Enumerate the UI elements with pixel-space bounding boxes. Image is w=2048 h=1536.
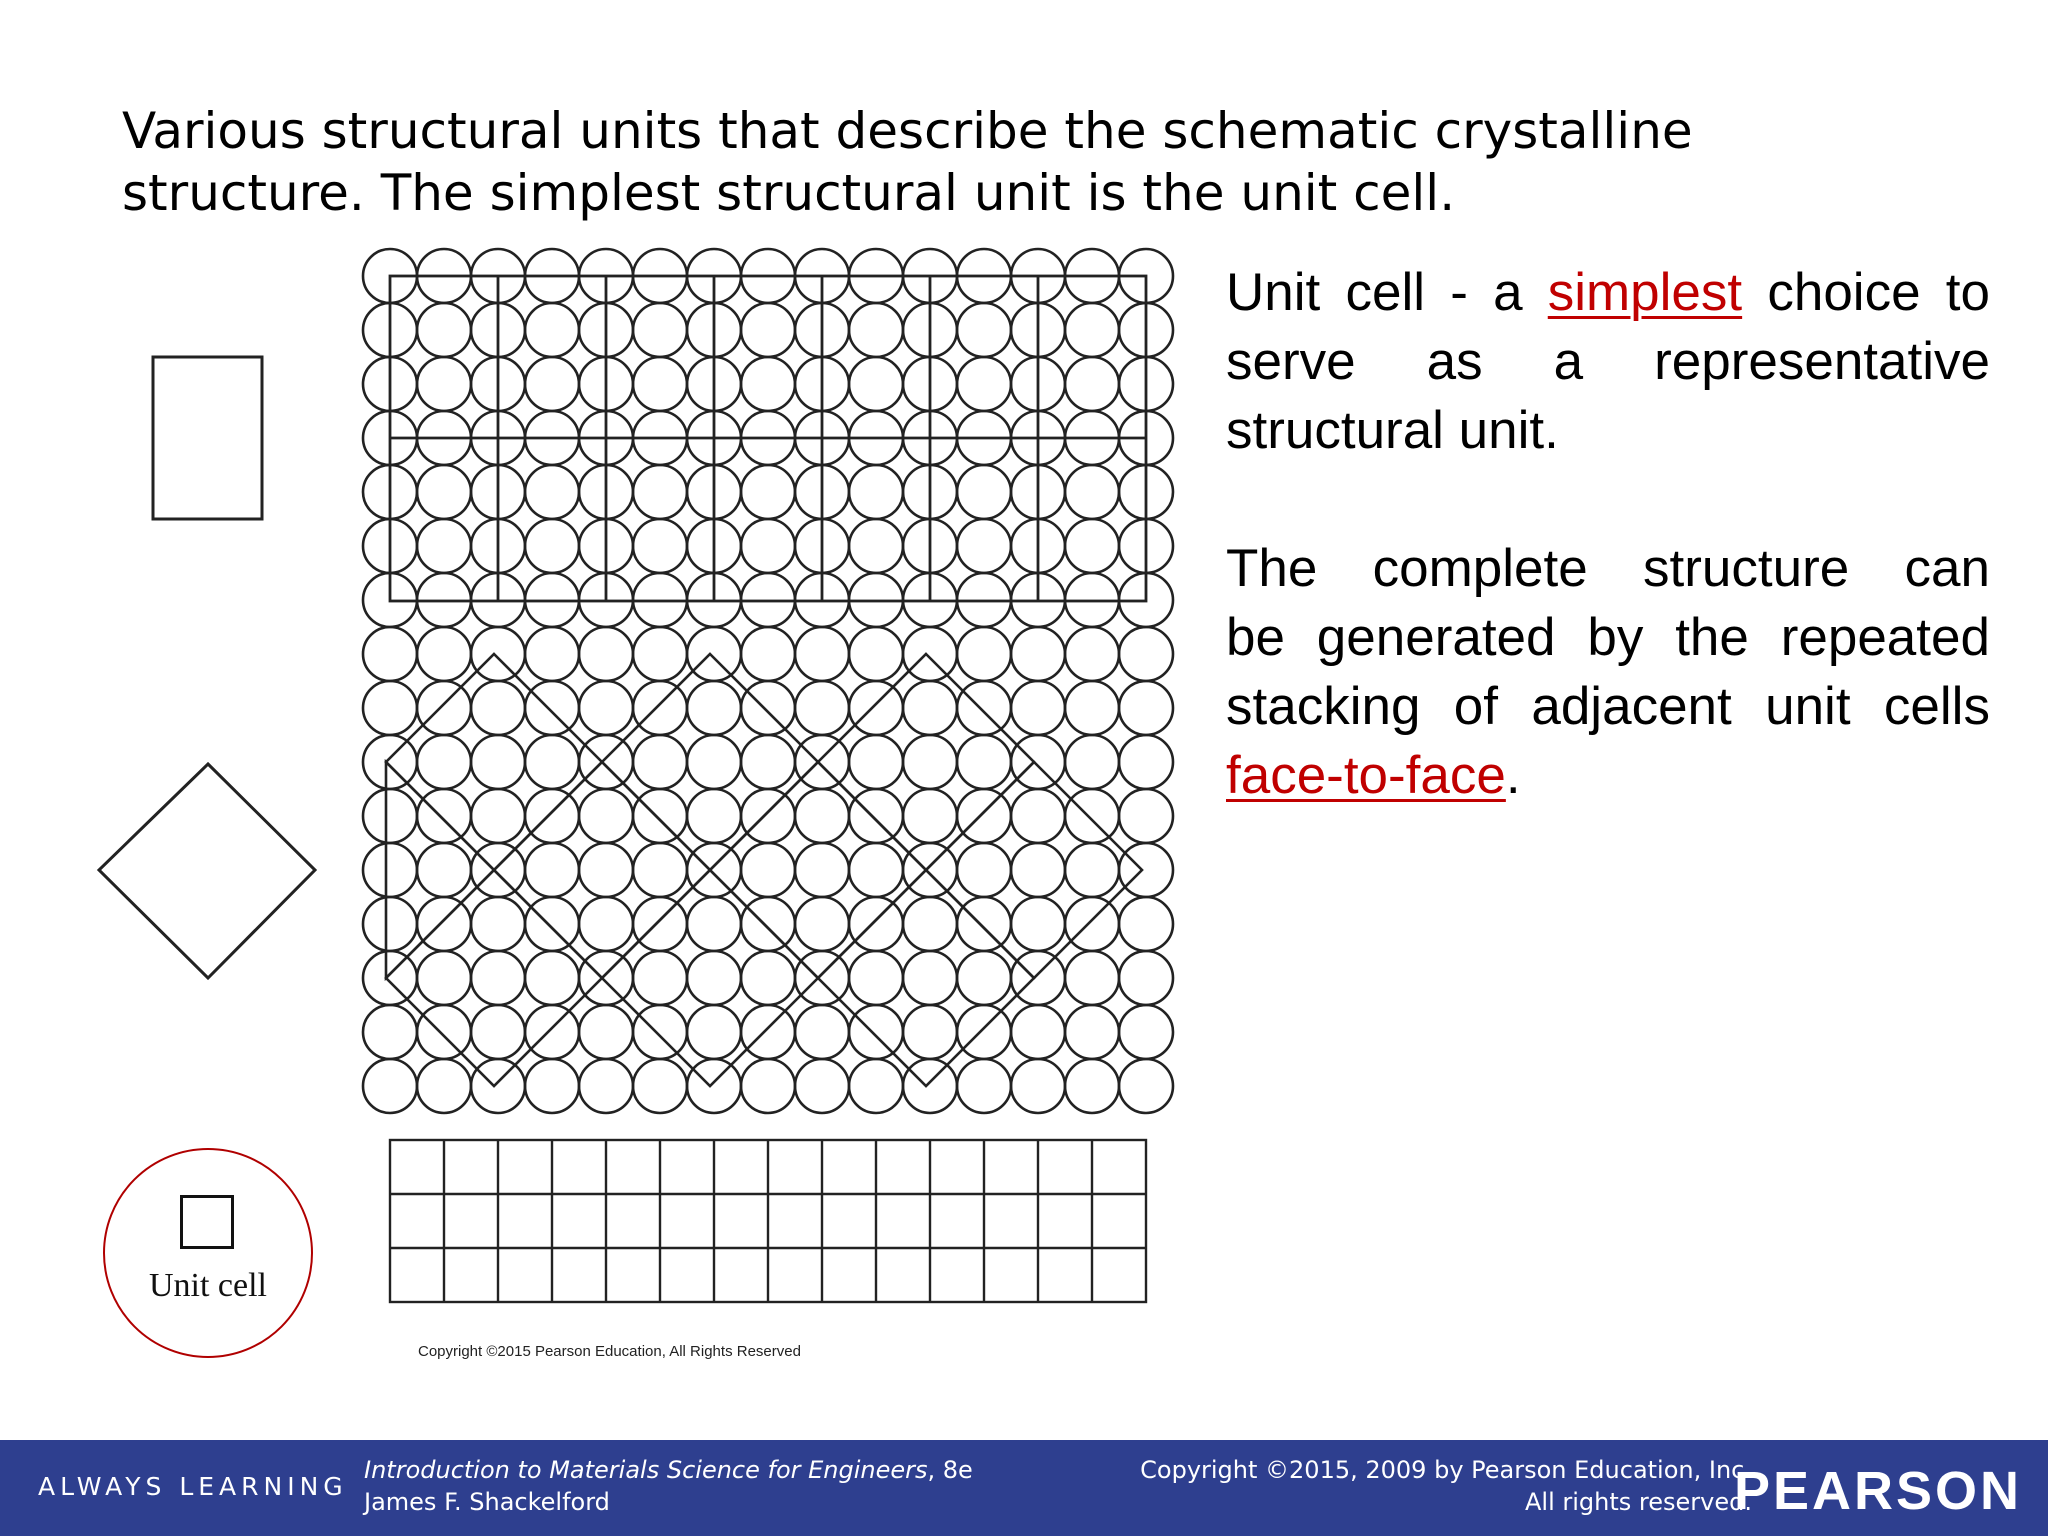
atom-circle (579, 1005, 633, 1059)
atom-circle (579, 1059, 633, 1113)
atom-circle (795, 681, 849, 735)
atom-circle (741, 357, 795, 411)
atom-circle (579, 897, 633, 951)
atom-circle (525, 897, 579, 951)
word: can (1904, 539, 1990, 598)
atom-circle (741, 465, 795, 519)
atom-circle (579, 951, 633, 1005)
atom-circle (849, 897, 903, 951)
atom-circle (1011, 735, 1065, 789)
atom-circle (417, 465, 471, 519)
atom-circle (849, 1059, 903, 1113)
atom-circle (471, 789, 525, 843)
atom-circle (417, 627, 471, 681)
word: unit (1765, 677, 1851, 736)
atom-circle (1011, 627, 1065, 681)
word: by (1587, 608, 1644, 667)
atom-circle (633, 897, 687, 951)
word: choice (1767, 263, 1921, 322)
footer-tagline: ALWAYS LEARNING (38, 1472, 348, 1501)
atom-circle (957, 627, 1011, 681)
atom-circle (417, 951, 471, 1005)
word: representative (1654, 332, 1990, 391)
atom-circle (957, 465, 1011, 519)
atom-circle (687, 735, 741, 789)
large-rectangle-unit-icon (153, 357, 262, 519)
footer-bar (0, 1440, 2048, 1536)
p1-line-2 (1226, 327, 1990, 396)
atom-circle (525, 789, 579, 843)
word: stacking (1226, 677, 1421, 736)
atom-circle (795, 1005, 849, 1059)
atom-circle (417, 357, 471, 411)
atom-circle (471, 951, 525, 1005)
figure-copyright: Copyright ©2015 Pearson Education, All Rights Reserved (418, 1343, 801, 1360)
atom-circle (417, 843, 471, 897)
atom-circle (471, 843, 525, 897)
atom-circle (633, 1005, 687, 1059)
atom-circle (849, 357, 903, 411)
atom-circle (849, 843, 903, 897)
atom-circle (903, 843, 957, 897)
atom-circle (633, 465, 687, 519)
atom-circle (471, 627, 525, 681)
atom-circle (471, 735, 525, 789)
atom-circle (363, 789, 417, 843)
atom-circle (633, 303, 687, 357)
atom-circle (525, 951, 579, 1005)
atom-circle (957, 303, 1011, 357)
atom-circle (957, 357, 1011, 411)
atom-circle (687, 681, 741, 735)
atom-circle (1065, 465, 1119, 519)
atom-circle (957, 1059, 1011, 1113)
atom-circle (363, 951, 417, 1005)
word: serve (1226, 332, 1356, 391)
unit-cell-label: Unit cell (148, 1267, 268, 1304)
atom-circle (363, 897, 417, 951)
atom-circle (957, 735, 1011, 789)
atom-circle (525, 1005, 579, 1059)
atom-circle (525, 627, 579, 681)
word: cells (1883, 677, 1990, 736)
atom-circle (1011, 897, 1065, 951)
period: . (1505, 746, 1521, 805)
word: Unit (1226, 263, 1321, 322)
atom-circle (633, 519, 687, 573)
word: structure (1643, 539, 1850, 598)
atom-circle (687, 897, 741, 951)
atom-circle (1065, 1005, 1119, 1059)
atom-circle (903, 897, 957, 951)
word: as (1426, 332, 1483, 391)
atom-circle (903, 1005, 957, 1059)
atom-circle (363, 735, 417, 789)
word: The (1226, 539, 1318, 598)
atom-circle (1065, 681, 1119, 735)
unit-cell-square-icon (180, 1195, 234, 1249)
atom-circle (417, 789, 471, 843)
atom-circle (363, 681, 417, 735)
atom-circle (849, 303, 903, 357)
atom-circle (903, 951, 957, 1005)
atom-circle (741, 681, 795, 735)
atom-circle (795, 951, 849, 1005)
atom-circle (903, 1059, 957, 1113)
unit-cell-highlight-circle (103, 1148, 313, 1358)
footer-book-info (364, 1454, 973, 1518)
atom-circle (741, 789, 795, 843)
atom-circle (741, 951, 795, 1005)
atom-circle (525, 1059, 579, 1113)
atom-circle (849, 519, 903, 573)
atom-circle (525, 735, 579, 789)
atom-circle (1065, 1059, 1119, 1113)
atom-circle (633, 951, 687, 1005)
unit-cell-overlay (390, 1140, 1146, 1302)
description-paragraph-2 (1226, 534, 1990, 810)
word: the (1675, 608, 1749, 667)
atom-circle (417, 1059, 471, 1113)
atom-circle (741, 303, 795, 357)
atom-circle (957, 1005, 1011, 1059)
atom-circle (849, 735, 903, 789)
atom-circle (1065, 519, 1119, 573)
atom-circle (525, 843, 579, 897)
word: a (1493, 263, 1523, 322)
atom-circle (957, 897, 1011, 951)
atom-circle (687, 951, 741, 1005)
p2-line-1 (1226, 534, 1990, 603)
description-paragraph-1 (1226, 258, 1990, 465)
atom-circle (849, 951, 903, 1005)
atom-circle (1065, 897, 1119, 951)
atom-circle (1011, 681, 1065, 735)
atom-circle (1119, 1005, 1173, 1059)
atom-circle (1011, 1059, 1065, 1113)
word: adjacent (1531, 677, 1732, 736)
atom-circle (849, 681, 903, 735)
pearson-logo: PEARSON (1733, 1461, 2022, 1521)
atom-circle (1065, 951, 1119, 1005)
description-text (1226, 258, 1990, 810)
atom-circle (1119, 897, 1173, 951)
atom-circle (687, 1059, 741, 1113)
atom-circle (795, 1059, 849, 1113)
atom-circle (795, 735, 849, 789)
simplest-highlight: simplest (1547, 263, 1743, 322)
p2-line-2 (1226, 603, 1990, 672)
atom-circle (525, 357, 579, 411)
atom-grid (363, 249, 1173, 1113)
atom-circle (957, 951, 1011, 1005)
atom-circle (417, 735, 471, 789)
p2-line-4 (1226, 741, 1990, 810)
atom-circle (471, 897, 525, 951)
atom-circle (795, 897, 849, 951)
atom-circle (741, 1005, 795, 1059)
face-to-face-highlight: face-to-face (1226, 746, 1506, 805)
atom-circle (1065, 843, 1119, 897)
atom-circle (741, 627, 795, 681)
atom-circle (1065, 627, 1119, 681)
footer-copyright-line-1: Copyright ©2015, 2009 by Pearson Education, Inc. (1140, 1456, 1752, 1484)
p1-line-3: structural unit. (1226, 401, 1559, 460)
slide-title-line-1: Various structural units that describe the schematic crystalline (122, 102, 1693, 160)
word: complete (1372, 539, 1588, 598)
word: to (1945, 263, 1990, 322)
footer-book-title: Introduction to Materials Science for Engineers (364, 1456, 928, 1484)
atom-circle (363, 627, 417, 681)
atom-circle (417, 303, 471, 357)
atom-circle (957, 843, 1011, 897)
atom-circle (849, 1005, 903, 1059)
atom-circle (579, 681, 633, 735)
atom-circle (471, 1059, 525, 1113)
atom-circle (579, 843, 633, 897)
atom-circle (741, 735, 795, 789)
atom-circle (687, 843, 741, 897)
atom-circle (957, 789, 1011, 843)
atom-circle (741, 897, 795, 951)
atom-circle (957, 681, 1011, 735)
atom-circle (1011, 951, 1065, 1005)
atom-circle (1119, 1059, 1173, 1113)
word: repeated (1780, 608, 1990, 667)
atom-circle (903, 627, 957, 681)
word: a (1553, 332, 1584, 391)
diamond-unit-icon (99, 764, 315, 978)
atom-circle (1119, 843, 1173, 897)
atom-circle (633, 789, 687, 843)
atom-circle (849, 627, 903, 681)
atom-circle (471, 681, 525, 735)
atom-circle (633, 735, 687, 789)
atom-circle (633, 681, 687, 735)
p1-line-1 (1226, 258, 1990, 327)
atom-circle (741, 843, 795, 897)
atom-circle (903, 735, 957, 789)
atom-circle (849, 789, 903, 843)
p2-line-3 (1226, 672, 1990, 741)
atom-circle (1119, 627, 1173, 681)
word: - (1450, 263, 1468, 322)
atom-circle (579, 735, 633, 789)
atom-circle (903, 789, 957, 843)
atom-circle (1119, 951, 1173, 1005)
atom-circle (1065, 303, 1119, 357)
atom-circle (741, 519, 795, 573)
atom-circle (525, 681, 579, 735)
atom-circle (417, 519, 471, 573)
atom-circle (363, 843, 417, 897)
footer-copyright (1140, 1454, 1752, 1518)
atom-circle (795, 627, 849, 681)
atom-circle (687, 789, 741, 843)
atom-circle (363, 1059, 417, 1113)
atom-circle (525, 519, 579, 573)
atom-circle (417, 897, 471, 951)
footer-copyright-line-2: All rights reserved. (1525, 1488, 1752, 1516)
rectangle-unit-overlay (390, 276, 1146, 601)
atom-circle (687, 1005, 741, 1059)
footer-edition: , 8e (927, 1456, 973, 1484)
atom-circle (795, 789, 849, 843)
atom-circle (633, 357, 687, 411)
atom-circle (1065, 789, 1119, 843)
atom-circle (579, 789, 633, 843)
atom-circle (633, 627, 687, 681)
atom-circle (1119, 789, 1173, 843)
atom-circle (1065, 357, 1119, 411)
atom-circle (633, 843, 687, 897)
slide-title-line-2: structure. The simplest structural unit is the unit cell. (122, 164, 1456, 222)
footer-author: James F. Shackelford (364, 1488, 610, 1516)
word: cell (1345, 263, 1425, 322)
atom-circle (363, 1005, 417, 1059)
atom-circle (417, 1005, 471, 1059)
atom-circle (633, 1059, 687, 1113)
atom-circle (741, 1059, 795, 1113)
atom-circle (579, 627, 633, 681)
atom-circle (417, 681, 471, 735)
word: generated (1316, 608, 1556, 667)
atom-circle (1011, 789, 1065, 843)
atom-circle (903, 681, 957, 735)
atom-circle (525, 465, 579, 519)
atom-circle (1119, 735, 1173, 789)
atom-circle (687, 627, 741, 681)
atom-circle (1065, 735, 1119, 789)
atom-circle (849, 465, 903, 519)
atom-circle (957, 519, 1011, 573)
atom-circle (525, 303, 579, 357)
word: be (1226, 608, 1285, 667)
atom-circle (795, 843, 849, 897)
atom-circle (1119, 681, 1173, 735)
atom-circle (471, 1005, 525, 1059)
atom-circle (1011, 1005, 1065, 1059)
atom-circle (1011, 843, 1065, 897)
diamond-unit-overlay (386, 654, 1142, 1086)
word: of (1453, 677, 1498, 736)
